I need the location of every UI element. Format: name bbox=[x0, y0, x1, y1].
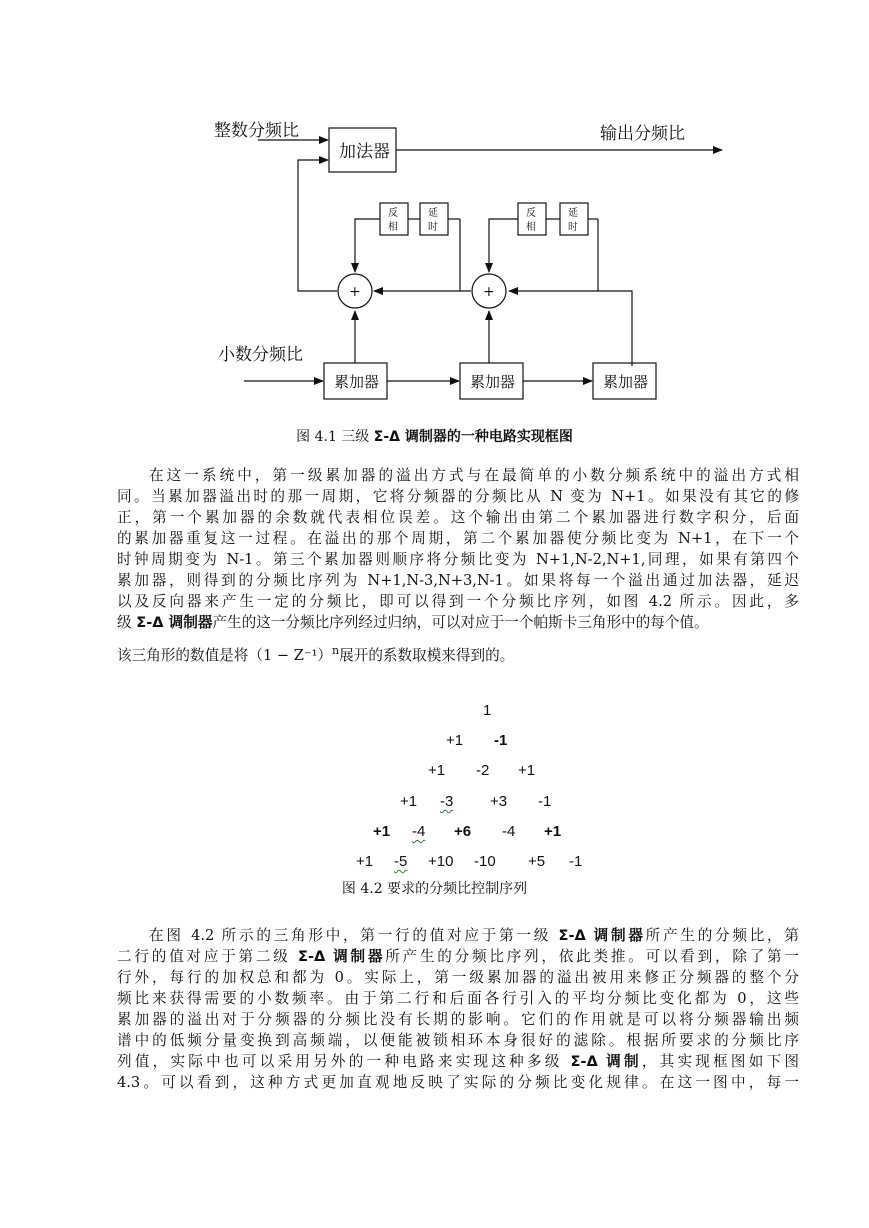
accumulator-label-3: 累加器 bbox=[603, 373, 649, 391]
p2-line-8: 4.3。可以看到，这种方式更加直观地反映了实际的分频比变化规律。在这一图中，每一 bbox=[117, 1074, 799, 1091]
p1-line-2: 同。当累加器溢出时的那一周期，它将分频器的分频比从 N 变为 N+1。如果没有其它的修 bbox=[117, 488, 799, 505]
delay-label-2b: 时 bbox=[568, 222, 578, 233]
caption-suffix: 调制器的一种电路实现框图 bbox=[399, 429, 573, 445]
tri-r5-c3: +6 bbox=[454, 823, 472, 840]
figure-4-2-caption-text: 图 4.2 要求的分频比控制序列 bbox=[341, 881, 528, 897]
delay-label-1b: 时 bbox=[428, 222, 438, 233]
invert-label-1b: 相 bbox=[388, 222, 398, 233]
tri-r3-c1: +1 bbox=[428, 762, 446, 779]
integer-ratio-label: 整数分频比 bbox=[214, 121, 299, 141]
tri-r5-c5: +1 bbox=[544, 823, 562, 840]
tri-r6-c5: +5 bbox=[528, 853, 546, 870]
delay-label-1a: 延 bbox=[428, 208, 438, 219]
tri-r2-c2: -1 bbox=[494, 732, 508, 749]
p1-line-4: 的累加器重复这一过程。在溢出的那个周期，第二个累加器使分频比变为 N+1，在下一个 bbox=[117, 530, 799, 547]
fraction-ratio-label: 小数分频比 bbox=[218, 345, 303, 365]
tri-r6-c6: -1 bbox=[569, 853, 583, 870]
tri-r6-c3: +10 bbox=[428, 853, 454, 870]
invert-label-2b: 相 bbox=[526, 222, 536, 233]
pascal-triangle bbox=[0, 702, 869, 882]
tri-r4-c4: -1 bbox=[538, 793, 552, 810]
p2-line-5: 累加器的溢出对于分频器的分频比没有长期的影响。它们的作用就是可以将分频器输出频 bbox=[117, 1011, 799, 1028]
tri-r4-c3: +3 bbox=[490, 793, 508, 810]
p1-line-1: 在这一系统中，第一级累加器的溢出方式与在最简单的小数分频系统中的溢出方式相 bbox=[149, 467, 799, 484]
delay-label-2a: 延 bbox=[568, 208, 578, 219]
tri-r4-c1: +1 bbox=[400, 793, 418, 810]
tri-r5-c4: -4 bbox=[502, 823, 516, 840]
accumulator-label-2: 累加器 bbox=[470, 373, 516, 391]
p2-line-1: 在图 4.2 所示的三角形中，第一行的值对应于第一级 Σ-Δ 调制器所产生的分频比，第 bbox=[149, 927, 799, 944]
p1-line-8: 级 Σ-Δ 调制器产生的这一分频比序列经过归纳，可以对应于一个帕斯卡三角形中的每个值。 bbox=[117, 614, 709, 631]
p2-line-2: 二行的值对应于第二级 Σ-Δ 调制器所产生的分频比序列，依此类推。可以看到，除了第一 bbox=[117, 948, 799, 965]
p2-line-7: 列值，实际中也可以采用另外的一种电路来实现这种多级 Σ-Δ 调制，其实现框图如下图 bbox=[117, 1053, 799, 1070]
plus-sign-2: + bbox=[483, 284, 495, 300]
feedback-line bbox=[298, 160, 337, 291]
figure-4-2-caption bbox=[0, 878, 869, 898]
caption-prefix: 图 4.1 三级 bbox=[296, 429, 374, 445]
p1-line-6: 累加器，则得到的分频比序列为 N+1,N-3,N+3,N-1。如果将每一个溢出通过加法器，延迟 bbox=[117, 572, 799, 589]
tri-r6-c1: +1 bbox=[356, 853, 374, 870]
p2-line-4: 频比来获得需要的小数频率。由于第二行和后面各行引入的平均分频比变化都为 0，这些 bbox=[117, 990, 799, 1007]
p1-line-3: 正，第一个累加器的余数就代表相位误差。这个输出由第二个累加器进行数字积分，后面 bbox=[117, 509, 799, 526]
tri-r3-c2: -2 bbox=[476, 762, 490, 779]
invert-label-2a: 反 bbox=[526, 208, 536, 219]
caption-bold: Σ-Δ bbox=[373, 429, 400, 445]
paragraph-2 bbox=[117, 925, 799, 1093]
paragraph-1 bbox=[117, 465, 799, 664]
tri-r6-c4: -10 bbox=[474, 853, 496, 870]
p1-line-9: 该三角形的数值是将$(1 - Z^{-1})^n$展开的系数取模来得到的。 bbox=[117, 644, 515, 664]
tri-r2-c1: +1 bbox=[446, 732, 464, 749]
p1-line-5: 时钟周期变为 N-1。第三个累加器则顺序将分频比变为 N+1,N-2,N+1,同理，如果有第四个 bbox=[117, 551, 799, 568]
p2-line-6: 谱中的低频分量变换到高频端，以便能被锁相环本身很好的滤除。根据所要求的分频比序 bbox=[117, 1032, 799, 1049]
tri-r1-c1: 1 bbox=[483, 702, 492, 719]
tri-r5-c1: +1 bbox=[373, 823, 391, 840]
output-ratio-label: 输出分频比 bbox=[600, 124, 685, 144]
figure-4-1-caption bbox=[0, 426, 869, 446]
accumulator-label-1: 累加器 bbox=[334, 373, 380, 391]
invert-label-1a: 反 bbox=[388, 208, 398, 219]
p1-line-7: 以及反向器来产生一定的分频比，即可以得到一个分频比序列，如图 4.2 所示。因此，多 bbox=[117, 593, 799, 610]
tri-r6-c2: -5 bbox=[394, 853, 408, 870]
sigma-delta-block-diagram bbox=[200, 108, 745, 418]
adder-label: 加法器 bbox=[339, 142, 390, 162]
tri-r4-c2: -3 bbox=[440, 793, 454, 810]
p2-line-3: 行外，每行的加权总和都为 0。实际上，第一级累加器的溢出被用来修正分频器的整个分 bbox=[117, 969, 799, 986]
tri-r3-c3: +1 bbox=[518, 762, 536, 779]
tri-r5-c2: -4 bbox=[412, 823, 426, 840]
plus-sign-1: + bbox=[349, 284, 361, 300]
